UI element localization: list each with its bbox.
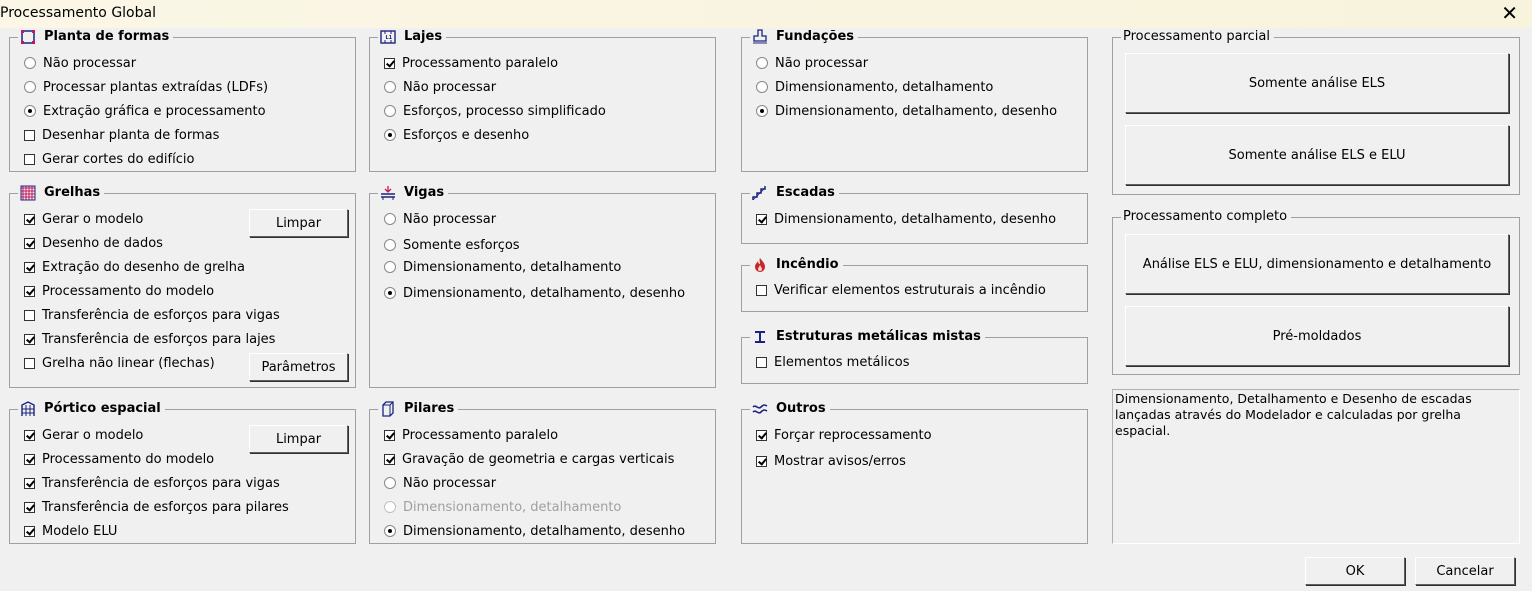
checkbox-pilares-paralelo[interactable]: Processamento paralelo — [384, 427, 558, 443]
column-icon — [380, 401, 396, 417]
limpar-button[interactable]: Limpar — [249, 209, 348, 237]
checkbox-portico-processamento[interactable]: Processamento do modelo — [24, 451, 214, 467]
group-title: Vigas — [404, 185, 445, 200]
grid-icon — [20, 185, 36, 201]
checkbox-portico-transf-vigas[interactable]: Transferência de esforços para vigas — [24, 475, 280, 491]
checkbox-gravacao-geometria[interactable]: Gravação de geometria e cargas verticais — [384, 451, 674, 467]
slab-icon — [380, 29, 396, 45]
group-portico-espacial — [9, 401, 356, 544]
radio-fundacoes-dimensionamento[interactable]: Dimensionamento, detalhamento — [756, 79, 993, 95]
beam-icon — [380, 185, 396, 201]
group-title: Fundações — [776, 29, 855, 44]
group-planta-de-formas — [9, 29, 356, 172]
checkbox-transf-vigas[interactable]: Transferência de esforços para vigas — [24, 307, 280, 323]
checkbox-processamento-modelo[interactable]: Processamento do modelo — [24, 283, 214, 299]
title-bar — [0, 0, 1532, 28]
checkbox-desenho-dados[interactable]: Desenho de dados — [24, 235, 163, 251]
checkbox-mostrar-avisos[interactable]: Mostrar avisos/erros — [756, 453, 906, 469]
checkbox-modelo-elu[interactable]: Modelo ELU — [24, 523, 117, 539]
group-title: Processamento completo — [1123, 209, 1288, 224]
frame-icon — [20, 401, 36, 417]
approx-icon — [752, 401, 768, 417]
svg-text:L1: L1 — [385, 35, 393, 41]
radio-lajes-esforcos-desenho[interactable]: Esforços e desenho — [384, 127, 529, 143]
group-processamento-parcial — [1112, 29, 1520, 195]
stairs-icon — [752, 185, 768, 201]
radio-vigas-dimensionamento[interactable]: Dimensionamento, detalhamento — [384, 259, 621, 275]
radio-extracao-grafica[interactable]: Extração gráfica e processamento — [24, 103, 266, 119]
radio-fundacoes-desenho[interactable]: Dimensionamento, detalhamento, desenho — [756, 103, 1057, 119]
group-fundacoes — [741, 29, 1088, 172]
group-incendio — [741, 257, 1088, 312]
portico-limpar-button[interactable]: Limpar — [249, 425, 348, 453]
radio-nao-processar[interactable]: Não processar — [24, 55, 136, 71]
ok-button[interactable]: OK — [1305, 557, 1405, 585]
checkbox-escadas-dimensionamento[interactable]: Dimensionamento, detalhamento, desenho — [756, 211, 1056, 227]
group-title: Escadas — [776, 185, 835, 200]
checkbox-gerar-cortes[interactable]: Gerar cortes do edifício — [24, 151, 194, 167]
radio-fundacoes-nao-processar[interactable]: Não processar — [756, 55, 868, 71]
group-title: Outros — [776, 401, 826, 416]
group-title: Pórtico espacial — [44, 401, 161, 416]
radio-processar-ldfs[interactable]: Processar plantas extraídas (LDFs) — [24, 79, 268, 95]
group-pilares — [369, 401, 716, 544]
pre-moldados-button[interactable]: Pré-moldados — [1125, 306, 1509, 366]
group-title: Pilares — [404, 401, 455, 416]
parametros-button[interactable]: Parâmetros — [249, 353, 348, 381]
close-icon[interactable]: ✕ — [1501, 1, 1518, 25]
i-beam-icon — [752, 329, 768, 345]
checkbox-grelha-nao-linear[interactable]: Grelha não linear (flechas) — [24, 355, 215, 371]
group-title: Planta de formas — [44, 29, 170, 44]
somente-els-elu-button[interactable]: Somente análise ELS e ELU — [1125, 125, 1509, 185]
checkbox-lajes-paralelo[interactable]: Processamento paralelo — [384, 55, 558, 71]
group-title: Processamento parcial — [1123, 29, 1270, 44]
description-text: Dimensionamento, Detalhamento e Desenho de escadas lançadas através do Modelador e calculadas por grelha espacial. — [1112, 389, 1520, 544]
group-processamento-completo — [1112, 209, 1520, 375]
checkbox-gerar-modelo[interactable]: Gerar o modelo — [24, 211, 143, 227]
group-lajes — [369, 29, 716, 172]
checkbox-extracao-desenho[interactable]: Extração do desenho de grelha — [24, 259, 245, 275]
checkbox-elementos-metalicos[interactable]: Elementos metálicos — [756, 354, 910, 370]
radio-lajes-nao-processar[interactable]: Não processar — [384, 79, 496, 95]
somente-els-button[interactable]: Somente análise ELS — [1125, 53, 1509, 113]
group-outros — [741, 401, 1088, 544]
window-title: Processamento Global — [0, 5, 156, 21]
checkbox-forcar-reprocessamento[interactable]: Forçar reprocessamento — [756, 427, 932, 443]
radio-pilares-dimensionamento-desenho[interactable]: Dimensionamento, detalhamento, desenho — [384, 523, 685, 539]
radio-pilares-dimensionamento: Dimensionamento, detalhamento — [384, 499, 621, 515]
radio-lajes-simplificado[interactable]: Esforços, processo simplificado — [384, 103, 606, 119]
group-escadas — [741, 185, 1088, 244]
checkbox-portico-gerar-modelo[interactable]: Gerar o modelo — [24, 427, 143, 443]
group-vigas — [369, 185, 716, 388]
radio-vigas-somente-esforcos[interactable]: Somente esforços — [384, 237, 520, 253]
radio-pilares-nao-processar[interactable]: Não processar — [384, 475, 496, 491]
group-grelhas — [9, 185, 356, 388]
checkbox-transf-lajes[interactable]: Transferência de esforços para lajes — [24, 331, 275, 347]
radio-vigas-dimensionamento-desenho[interactable]: Dimensionamento, detalhamento, desenho — [384, 285, 685, 301]
fire-icon — [752, 257, 768, 273]
group-title: Incêndio — [776, 257, 839, 272]
group-estruturas-metalicas — [741, 329, 1088, 384]
checkbox-desenhar-planta[interactable]: Desenhar planta de formas — [24, 127, 219, 143]
group-title: Grelhas — [44, 185, 101, 200]
checkbox-verificar-incendio[interactable]: Verificar elementos estruturais a incêndio — [756, 282, 1046, 298]
floor-plan-icon — [20, 29, 36, 45]
analise-completa-button[interactable]: Análise ELS e ELU, dimensionamento e detalhamento — [1125, 234, 1509, 294]
group-title: Estruturas metálicas mistas — [776, 329, 981, 344]
checkbox-portico-transf-pilares[interactable]: Transferência de esforços para pilares — [24, 499, 289, 515]
group-title: Lajes — [404, 29, 443, 44]
radio-vigas-nao-processar[interactable]: Não processar — [384, 211, 496, 227]
foundation-icon — [752, 29, 768, 45]
cancel-button[interactable]: Cancelar — [1415, 557, 1515, 585]
